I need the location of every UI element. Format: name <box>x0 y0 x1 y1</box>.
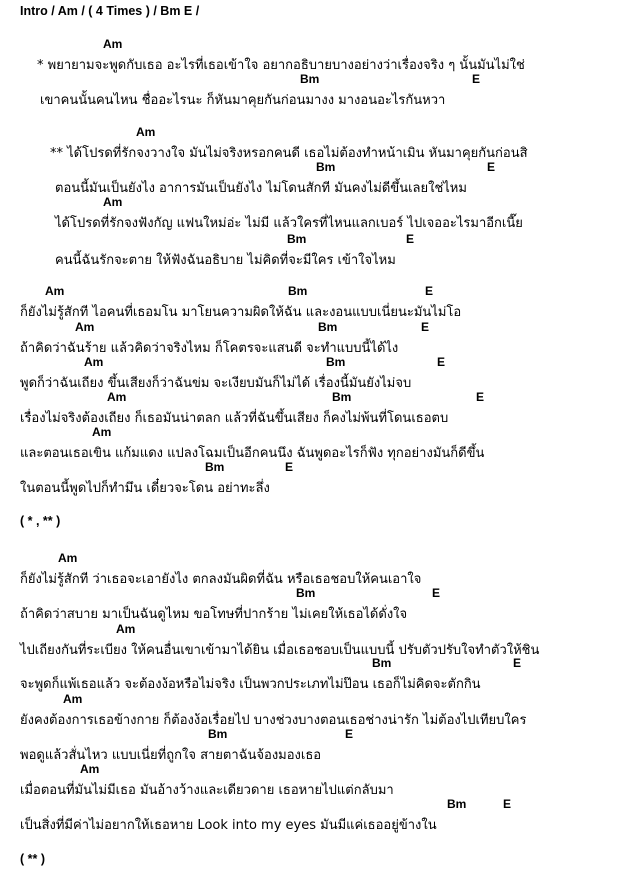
chord: E <box>285 460 294 474</box>
lyric-line: พอดูแล้วสั่นไหว แบบเนี่ยที่ถูกใจ สายตาฉันจ้องมองเธอ <box>20 748 322 763</box>
chord: E <box>476 390 485 404</box>
chord: E <box>513 656 522 670</box>
chord: E <box>472 72 481 86</box>
chord: Bm <box>326 355 346 369</box>
lyric-line: ไปเถียงกันที่ระเบียง ให้คนอื่นเขาเข้ามาได้ยิน เมื่อเธอชอบเป็นแบบนี้ ปรับตัวปรับใจทำตัวให้ชิน <box>20 643 540 658</box>
intro-line: Intro / Am / ( 4 Times ) / Bm E / <box>20 4 200 18</box>
lyric-line: ตอนนี้มันเป็นยังไง อาการมันเป็นยังไง ไม่โดนสักที มันคงไม่ดีขึ้นเลยใช่ไหม <box>55 181 467 196</box>
lyric-line: ก็ยังไม่รู้สักที ไอคนที่เธอมโน มาโยนความผิดให้ฉัน และงอนแบบเนี่ยนะมันไม่โอ <box>20 305 462 320</box>
chord: Bm <box>332 390 352 404</box>
chord: E <box>437 355 446 369</box>
lyric-line: จะพูดก็แพ้เธอแล้ว จะต้องง้อหรือไม่จริง เป็นพวกประเภทไม่ป๊อน เธอก็ไม่คิดจะตักกิน <box>20 677 481 692</box>
chord: Am <box>107 390 127 404</box>
chord: Am <box>84 355 104 369</box>
lyric-line: เป็นสิ่งที่มีค่าไม่อยากให้เธอหาย Look into my eyes มันมีแค่เธออยู่ข้างใน <box>20 818 437 833</box>
chord: E <box>425 284 434 298</box>
lyric-line: เรื่องไม่จริงต้องเถียง ก็เธอมันน่าตลก แล้วที่ฉันขึ้นเสียง ก็คงไม่พ้นที่โดนเธอตบ <box>20 411 449 426</box>
chord: Bm <box>205 460 225 474</box>
chord: Am <box>80 762 100 776</box>
lyric-line: ยังคงต้องการเธอข้างกาย ก็ต้องง้อเรื่อยไป บางช่วงบางตอนเธอช่างน่ารัก ไม่ต้องไปเทียบใคร <box>20 713 527 728</box>
chord: Bm <box>372 656 392 670</box>
lyric-line: เมื่อตอนที่มันไม่มีเธอ มันอ้างว้างและเดียวดาย เธอหายไปแต่กลับมา <box>20 783 394 798</box>
lyric-line: ถ้าคิดว่าสบาย มาเป็นฉันดูไหม ขอโทษที่ปากร้าย ไม่เคยให้เธอได้ดั่งใจ <box>20 607 408 622</box>
lyric-line: พูดก็ว่าฉันเถียง ขึ้นเสียงก็ว่าฉันข่ม จะเงียบมันก็ไม่ได้ เรื่องนี้มันยังไม่จบ <box>20 376 412 391</box>
lyric-line: * พยายามจะพูดกับเธอ อะไรที่เธอเข้าใจ อยากอธิบายบางอย่างว่าเรื่องจริง ๆ นั้นมันไม่ใช่ <box>37 58 525 73</box>
lyric-line: ** ได้โปรดที่รักจงวางใจ มันไม่จริงหรอกคนดี เธอไม่ต้องทำหน้าเมิน หันมาคุยกันก่อนสิ <box>50 146 528 161</box>
chord: Am <box>103 37 123 51</box>
chord: Am <box>136 125 156 139</box>
lyric-line: และตอนเธอเขิน แก้มแดง แปลงโฉมเป็นอีกคนนึง ฉันพูดอะไรก็ฟัง ทุกอย่างมันก็ดีขึ้น <box>20 446 485 461</box>
chord: Am <box>116 622 136 636</box>
chord: Bm <box>288 284 308 298</box>
lyric-line: ถ้าคิดว่าฉันร้าย แล้วคิดว่าจริงไหม ก็โคตรจะแสนดี จะทำแบบนี้ได้ไง <box>20 341 399 356</box>
lyric-line: คนนี้ฉันรักจะตาย ให้ฟังฉันอธิบาย ไม่คิดที่จะมีใคร เข้าใจไหม <box>55 253 396 268</box>
chord: Am <box>75 320 95 334</box>
repeat-marker: ( * , ** ) <box>20 514 61 528</box>
lyric-line: ได้โปรดที่รักจงฟังกัญ แฟนใหม่อ่ะ ไม่มี แล้วใครที่ไหนแลกเบอร์ ไปเจออะไรมาอีกเนี๊ย <box>55 216 523 231</box>
lyric-line: ก็ยังไม่รู้สักที ว่าเธอจะเอายังไง ตกลงมันผิดที่ฉัน หรือเธอชอบให้คนเอาใจ <box>20 572 422 587</box>
chord: Am <box>63 692 83 706</box>
chord: Bm <box>300 72 320 86</box>
lyric-line: ในตอนนี้พูดไปก็ทำมึน เดี๋ยวจะโดน อย่าทะลึ่ง <box>20 481 270 496</box>
chord: Bm <box>287 232 307 246</box>
chord: Bm <box>208 727 228 741</box>
chord: Bm <box>316 160 336 174</box>
repeat-marker: ( ** ) <box>20 852 45 866</box>
chord: Bm <box>296 586 316 600</box>
chord: E <box>421 320 430 334</box>
chord: Bm <box>447 797 467 811</box>
chord: E <box>345 727 354 741</box>
chord: E <box>487 160 496 174</box>
chord: Am <box>45 284 65 298</box>
lyric-line: เขาคนนั้นคนไหน ชื่ออะไรนะ ก็หันมาคุยกันก่อนมางง มางอนอะไรกันหวา <box>40 93 446 108</box>
chord: Bm <box>318 320 338 334</box>
chord: E <box>406 232 415 246</box>
chord: Am <box>58 551 78 565</box>
chord: Am <box>92 425 112 439</box>
chord: Am <box>103 195 123 209</box>
chord: E <box>503 797 512 811</box>
chord: E <box>432 586 441 600</box>
